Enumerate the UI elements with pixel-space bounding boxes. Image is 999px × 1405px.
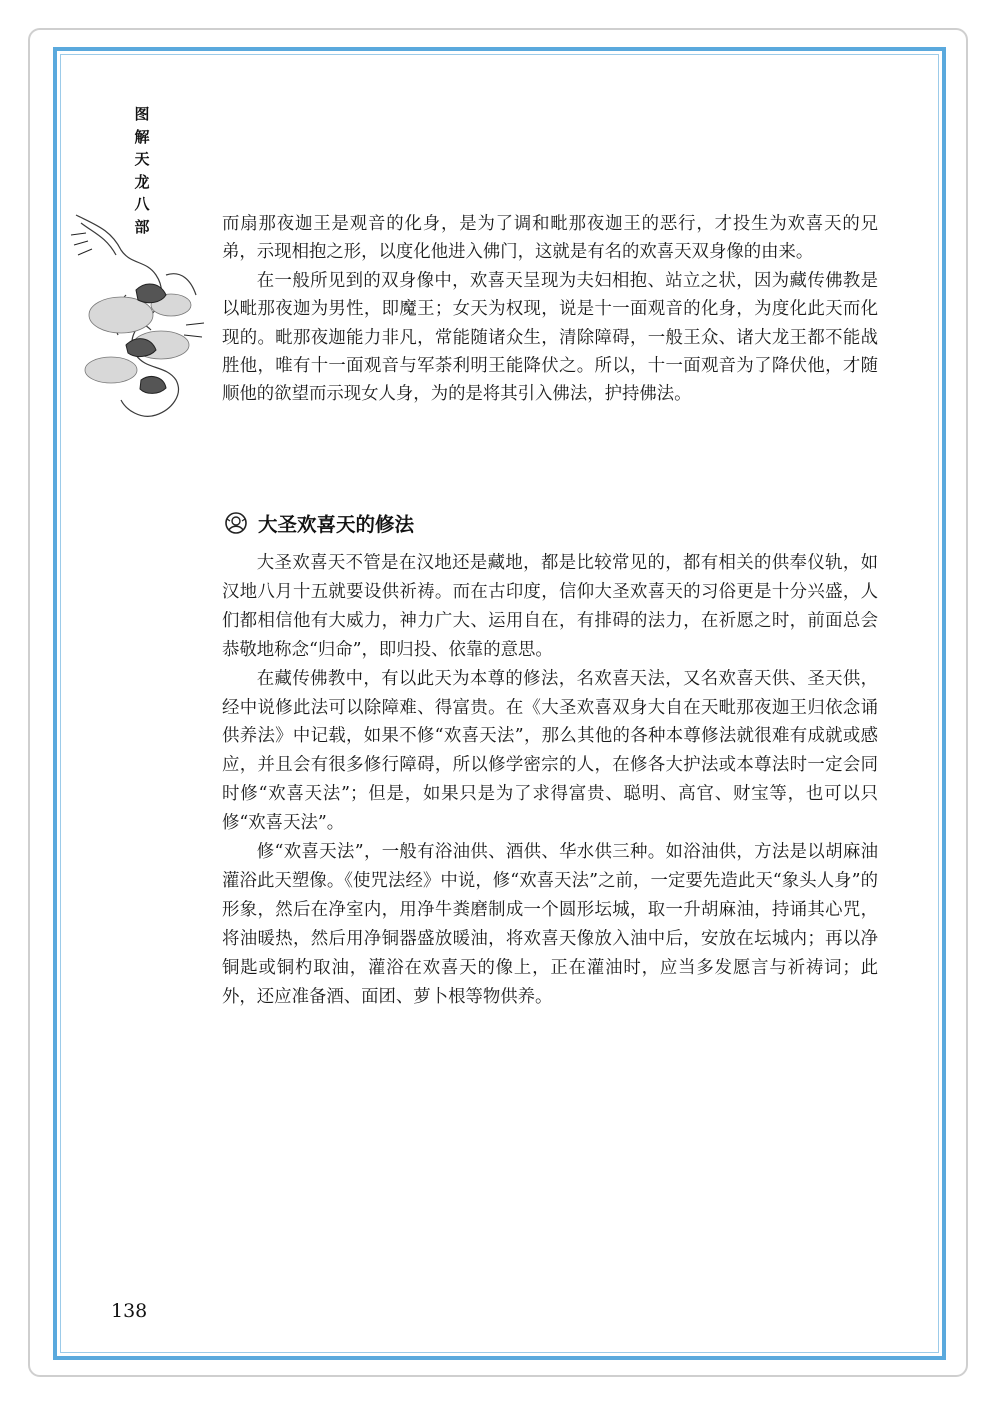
running-head-char: 图 — [134, 105, 150, 123]
running-head-char: 龙 — [134, 172, 150, 191]
section-2-body — [222, 549, 878, 1012]
paragraph: 修“欢喜天法”，一般有浴油供、酒供、华水供三种。如浴油供，方法是以胡麻油灌浴此天塑像。《使咒法经》中说，修“欢喜天法”之前，一定要先造此天“象头人身”的形象，然后在净室内，用净牛粪磨制成一个圆形坛城，取一升胡麻油，持诵其心咒，将油暖热，然后用净铜器盛放暖油，将欢喜天像放入油中后，安放在坛城内；再以净铜匙或铜杓取油，灌浴在欢喜天的像上，正在灌油时，应当多发愿言与祈祷词；此外，还应准备酒、面团、萝卜根等物供养。 — [222, 842, 878, 1007]
section-1-body — [222, 210, 878, 409]
paragraph: 在藏传佛教中，有以此天为本尊的修法，名欢喜天法，又名欢喜天供、圣天供，经中说修此法可以除障难、得富贵。在《大圣欢喜双身大自在天毗那夜迦王归依念诵供养法》中记载，如果不修“欢喜天法”，那么其他的各种本尊修法就很难有成就或感应，并且会有很多修行障碍，所以修学密宗的人，在修各大护法或本尊法时一定会同时修“欢喜天法”；但是，如果只是为了求得富贵、聪明、高官、财宝等，也可以只修“欢喜天法”。 — [222, 668, 878, 834]
ornament-icon — [224, 511, 248, 535]
paragraph: 大圣欢喜天不管是在汉地还是藏地，都是比较常见的，都有相关的供奉仪轨，如汉地八月十五就要设供祈祷。而在古印度，信仰大圣欢喜天的习俗更是十分兴盛，人们都相信他有大威力，神力广大、运用自在，有排碍的法力，在祈愿之时，前面总会恭敬地称念“归命”，即归投、依靠的意思。 — [222, 553, 878, 660]
running-head-char: 解 — [134, 127, 150, 146]
running-head-char: 天 — [134, 150, 150, 169]
page-number: 138 — [111, 1300, 148, 1322]
paragraph: 在一般所见到的双身像中，欢喜天呈现为夫妇相抱、站立之状，因为藏传佛教是以毗那夜迦为男性，即魔王；女天为权现，说是十一面观音的化身，为度化此天而化现的。毗那夜迦能力非凡，常能随诸众生，清除障碍，一般王众、诸大龙王都不能战胜他，唯有十一面观音与军荼利明王能降伏之。所以，十一面观音为了降伏他，才随顺他的欲望而示现女人身，为的是将其引入佛法，护持佛法。 — [222, 270, 878, 405]
running-head-char: 八 — [134, 195, 150, 214]
running-head-char: 部 — [134, 217, 150, 236]
section-2-heading-row — [224, 506, 414, 540]
section-heading: 大圣欢喜天的修法 — [258, 513, 415, 536]
paragraph: 而扇那夜迦王是观音的化身，是为了调和毗那夜迦王的恶行，才投生为欢喜天的兄弟，示现相抱之形，以度化他进入佛门，这就是有名的欢喜天双身像的由来。 — [222, 214, 878, 263]
dragon-illustration — [66, 205, 216, 435]
